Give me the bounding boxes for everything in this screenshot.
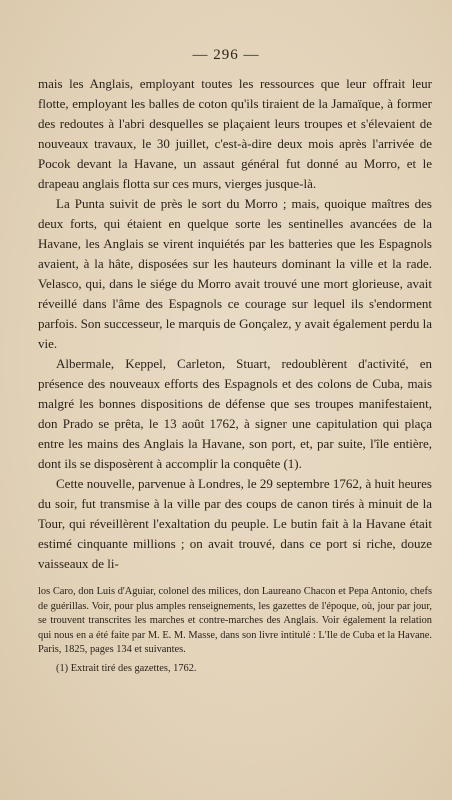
main-text — [38, 74, 432, 574]
footnote: los Caro, don Luis d'Aguiar, colonel des milices, don Laureano Chacon et Pepa Antonio, chefs de guérillas. Voir, pour plus amples renseignements, les gazettes de l'époque, où, jour par jour, se trouvent transcrites les marches et contre-marches des Anglais. Voir également la relation qui nous en a été faite par M. E. M. Masse, dans son livre intitulé : L'Ile de Cuba et la Havane. Paris, 1825, pages 134 et suivantes. — [38, 586, 432, 656]
page-number: — 296 — — [192, 47, 260, 63]
paragraph: Cette nouvelle, parvenue à Londres, le 29 septembre 1762, à huit heures du soir, fut transmise à la ville par des coups de canon tirés à minuit de la Tour, qui réveillèrent l'exaltation du peuple. Le butin fait à la Havane était estimé cinquante millions ; on avait trouvé, dans ce port si riche, douze vaisseaux de li- — [38, 476, 432, 571]
paragraph: La Punta suivit de près le sort du Morro ; mais, quoique maîtres des deux forts, qui étaient en quelque sorte les sentinelles avancées de la Havane, les Anglais se virent inquiétés par les batteries que les Espagnols avaient, à la hâte, disposées sur les hauteurs dominant la ville et la rade. Velasco, qui, dans le siége du Morro avait trouvé une mort glorieuse, avait réveillé dans l'âme des Espagnols ce courage sur lequel ils s'endorment parfois. Son successeur, le marquis de Gonçalez, y avait également perdu la vie. — [38, 196, 432, 351]
footnote: (1) Extrait tiré des gazettes, 1762. — [56, 662, 197, 674]
paragraph: Albermale, Keppel, Carleton, Stuart, redoublèrent d'activité, en présence des nouveaux efforts des Espagnols et des colons de Cuba, mais malgré les bonnes dispositions de défense que ses troupes manifestaient, don Prado se prêta, le 13 août 1762, à signer une capitulation qui plaça entre les mains des Anglais la Havane, son port, et, par suite, l'île entière, dont ils se disposèrent à accomplir la conquête (1). — [38, 356, 432, 471]
footnotes — [38, 585, 432, 677]
paragraph: mais les Anglais, employant toutes les ressources que leur offrait leur flotte, employant les balles de coton qu'ils tiraient de la Jamaïque, à former des redoutes à l'abri desquelles se plaçaient leurs troupes et s'élevaient de nouveaux travaux, le 30 juillet, c'est-à-dire deux mois après l'arrivée de Pocok devant la Havane, un assaut général fut donné au Morro, et le drapeau anglais flotta sur ces murs, vierges jusque-là. — [38, 76, 432, 191]
